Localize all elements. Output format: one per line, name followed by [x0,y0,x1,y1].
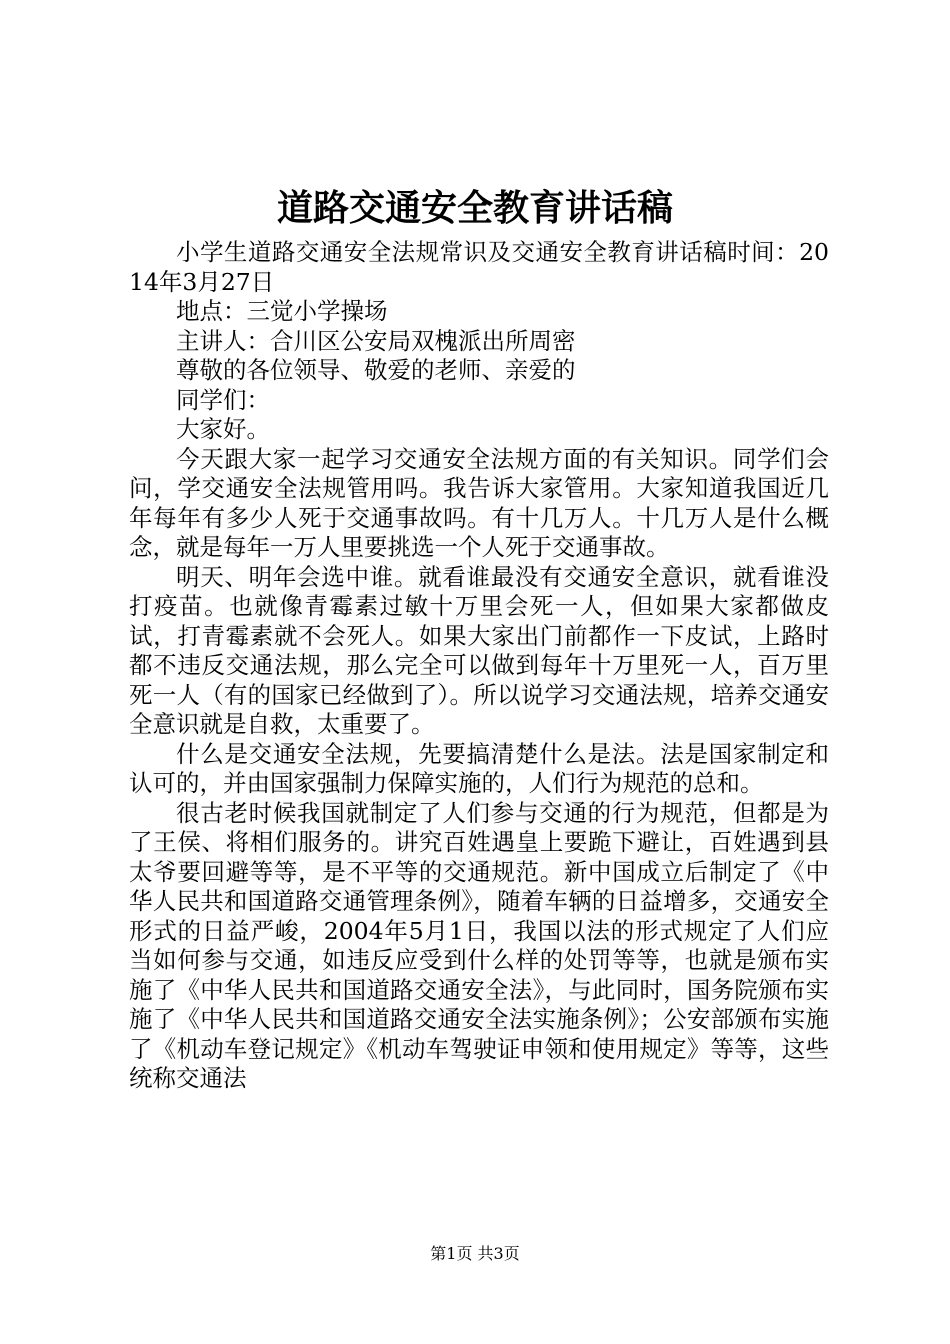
paragraph-salutation: 尊敬的各位领导、敬爱的老师、亲爱的 [176,356,576,384]
paragraph-intro: 小学生道路交通安全法规常识及交通安全教育讲话稿时间：2014年3月27日 [129,238,829,296]
paragraph-location: 地点：三觉小学操场 [176,297,388,325]
document-body [129,238,829,1094]
paragraph-salutation-students: 同学们： [176,385,270,414]
paragraph-body: 什么是交通安全法规，先要搞清楚什么是法。法是国家制定和认可的，并由国家强制力保障实施的，人们行为规范的总和。 [129,739,829,797]
document-title: 道路交通安全教育讲话稿 [276,187,673,229]
paragraph-speaker: 主讲人：合川区公安局双槐派出所周密 [176,326,576,355]
paragraph-greeting: 大家好。 [176,415,270,443]
page-number-footer: 第1页 共3页 [430,1244,520,1263]
paragraph-body: 很古老时候我国就制定了人们参与交通的行为规范，但都是为了王侯、将相们服务的。讲究百姓遇皇上要跪下避让，百姓遇到县太爷要回避等等，是不平等的交通规范。新中国成立后制定了《中华人民共和国道路交通管理条例》，随着车辆的日益增多，交通安全形式的日益严峻，2004年5月1日，我国以法的形式规定了人们应当如何参与交通，如违反应受到什么样的处罚等等，也就是颁布实施了《中华人民共和国道路交通安全法》，与此同时，国务院颁布实施了《中华人民共和国道路交通安全法实施条例》；公安部颁布实施了《机动车登记规定》《机动车驾驶证申领和使用规定》等等，这些统称交通法 [129,798,829,1092]
paragraph-body: 今天跟大家一起学习交通安全法规方面的有关知识。同学们会问，学交通安全法规管用吗。我告诉大家管用。大家知道我国近几年每年有多少人死于交通事故吗。有十几万人。十几万人是什么概念，就是每年一万人里要挑选一个人死于交通事故。 [129,444,829,561]
paragraph-body: 明天、明年会选中谁。就看谁最没有交通安全意识，就看谁没打疫苗。也就像青霉素过敏十万里会死一人，但如果大家都做皮试，打青霉素就不会死人。如果大家出门前都作一下皮试，上路时都不违反交通法规，那么完全可以做到每年十万里死一人，百万里死一人（有的国家已经做到了）。所以说学习交通法规，培养交通安全意识就是自救，太重要了。 [129,562,829,738]
